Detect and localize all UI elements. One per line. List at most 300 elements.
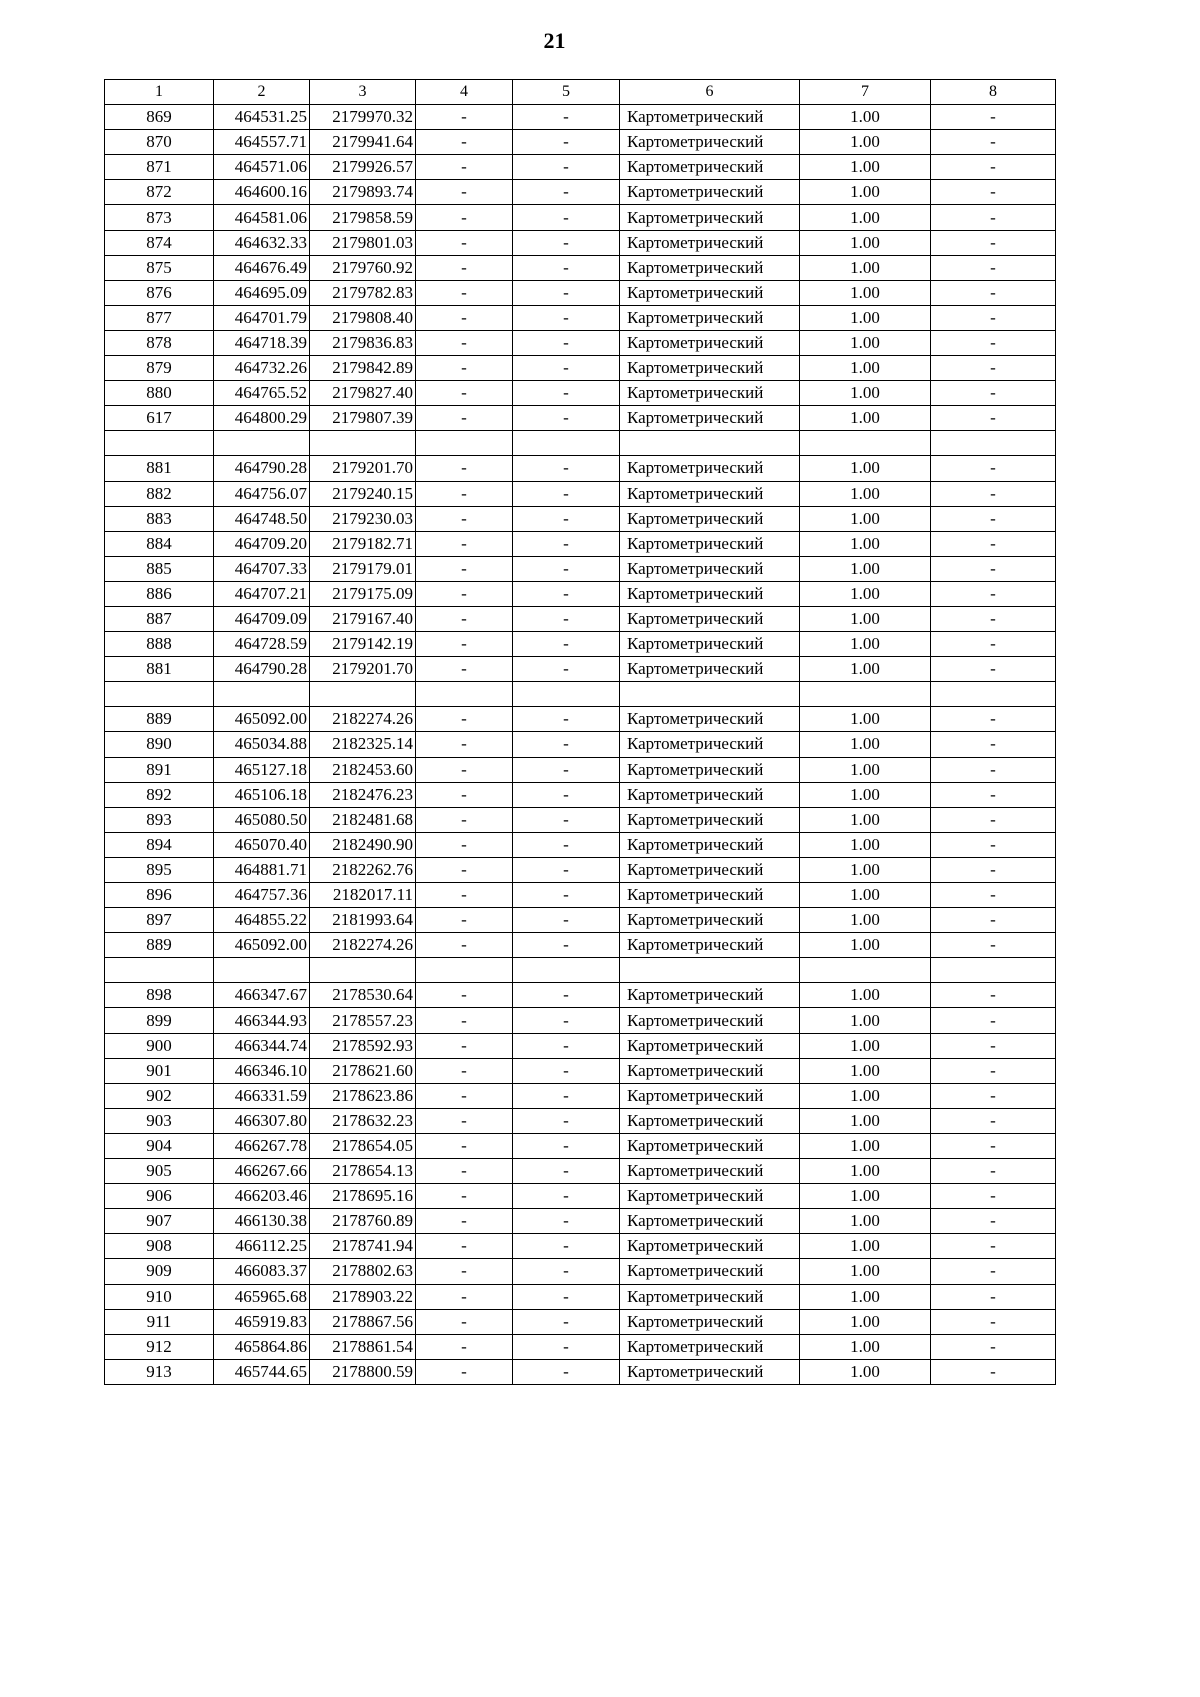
point-number-cell: 890 xyxy=(105,732,214,757)
method-cell: Картометрический xyxy=(620,657,800,682)
table-row xyxy=(105,933,1056,958)
method-cell: Картометрический xyxy=(620,406,800,431)
col-8-cell: - xyxy=(931,1058,1056,1083)
col-5-cell: - xyxy=(513,1159,620,1184)
col-5-cell: - xyxy=(513,581,620,606)
table-row xyxy=(105,908,1056,933)
method-cell xyxy=(620,431,800,456)
col-4-cell: - xyxy=(416,857,513,882)
table-row xyxy=(105,1309,1056,1334)
point-number-cell: 893 xyxy=(105,807,214,832)
point-number-cell: 911 xyxy=(105,1309,214,1334)
accuracy-cell xyxy=(800,958,931,983)
col-8-cell: - xyxy=(931,1309,1056,1334)
point-number-cell: 875 xyxy=(105,255,214,280)
x-coordinate-cell: 464707.33 xyxy=(214,556,310,581)
x-coordinate-cell: 464709.20 xyxy=(214,531,310,556)
y-coordinate-cell xyxy=(310,682,416,707)
col-5-cell: - xyxy=(513,732,620,757)
col-4-cell: - xyxy=(416,130,513,155)
x-coordinate-cell: 465106.18 xyxy=(214,782,310,807)
col-8-cell: - xyxy=(931,832,1056,857)
col-4-cell: - xyxy=(416,732,513,757)
col-8-cell: - xyxy=(931,1184,1056,1209)
col-5-cell: - xyxy=(513,1008,620,1033)
accuracy-cell: 1.00 xyxy=(800,1234,931,1259)
col-8-cell: - xyxy=(931,1159,1056,1184)
col-4-cell: - xyxy=(416,255,513,280)
point-number-cell: 885 xyxy=(105,556,214,581)
col-4-cell: - xyxy=(416,1133,513,1158)
method-cell: Картометрический xyxy=(620,305,800,330)
col-8-cell: - xyxy=(931,1133,1056,1158)
col-4-cell: - xyxy=(416,481,513,506)
col-4-cell: - xyxy=(416,983,513,1008)
y-coordinate-cell: 2178802.63 xyxy=(310,1259,416,1284)
x-coordinate-cell: 464701.79 xyxy=(214,305,310,330)
col-8-cell: - xyxy=(931,330,1056,355)
x-coordinate-cell: 464695.09 xyxy=(214,280,310,305)
x-coordinate-cell: 466267.78 xyxy=(214,1133,310,1158)
col-4-cell: - xyxy=(416,1108,513,1133)
point-number-cell: 876 xyxy=(105,280,214,305)
col-5-cell: - xyxy=(513,1108,620,1133)
col-8-cell: - xyxy=(931,707,1056,732)
point-number-cell: 892 xyxy=(105,782,214,807)
col-5-cell: - xyxy=(513,933,620,958)
col-4-cell: - xyxy=(416,280,513,305)
point-number-cell: 910 xyxy=(105,1284,214,1309)
table-row xyxy=(105,556,1056,581)
y-coordinate-cell: 2179201.70 xyxy=(310,657,416,682)
col-5-cell: - xyxy=(513,983,620,1008)
accuracy-cell: 1.00 xyxy=(800,606,931,631)
table-header-row xyxy=(105,80,1056,105)
col-5-cell: - xyxy=(513,481,620,506)
y-coordinate-cell: 2182017.11 xyxy=(310,883,416,908)
accuracy-cell: 1.00 xyxy=(800,506,931,531)
y-coordinate-cell: 2182274.26 xyxy=(310,707,416,732)
col-8-cell: - xyxy=(931,1334,1056,1359)
col-8-cell: - xyxy=(931,531,1056,556)
method-cell: Картометрический xyxy=(620,1309,800,1334)
col-5-cell: - xyxy=(513,255,620,280)
table-row xyxy=(105,707,1056,732)
accuracy-cell: 1.00 xyxy=(800,1334,931,1359)
table-row xyxy=(105,1259,1056,1284)
method-cell: Картометрический xyxy=(620,606,800,631)
x-coordinate-cell: 464756.07 xyxy=(214,481,310,506)
method-cell: Картометрический xyxy=(620,330,800,355)
column-header-4: 4 xyxy=(416,80,513,105)
point-number-cell: 896 xyxy=(105,883,214,908)
y-coordinate-cell: 2178867.56 xyxy=(310,1309,416,1334)
col-5-cell: - xyxy=(513,707,620,732)
method-cell: Картометрический xyxy=(620,908,800,933)
y-coordinate-cell: 2179970.32 xyxy=(310,105,416,130)
table-row xyxy=(105,481,1056,506)
col-8-cell: - xyxy=(931,933,1056,958)
column-header-1: 1 xyxy=(105,80,214,105)
col-5-cell: - xyxy=(513,1133,620,1158)
col-4-cell xyxy=(416,682,513,707)
table-row xyxy=(105,1159,1056,1184)
col-8-cell: - xyxy=(931,230,1056,255)
col-5-cell: - xyxy=(513,155,620,180)
point-number-cell: 881 xyxy=(105,456,214,481)
x-coordinate-cell: 464557.71 xyxy=(214,130,310,155)
table-row xyxy=(105,581,1056,606)
table-row xyxy=(105,531,1056,556)
table-row xyxy=(105,356,1056,381)
y-coordinate-cell: 2179142.19 xyxy=(310,632,416,657)
method-cell: Картометрический xyxy=(620,1108,800,1133)
col-4-cell: - xyxy=(416,657,513,682)
x-coordinate-cell: 464800.29 xyxy=(214,406,310,431)
col-5-cell: - xyxy=(513,632,620,657)
method-cell: Картометрический xyxy=(620,1284,800,1309)
y-coordinate-cell: 2178592.93 xyxy=(310,1033,416,1058)
method-cell: Картометрический xyxy=(620,782,800,807)
y-coordinate-cell: 2182262.76 xyxy=(310,857,416,882)
col-8-cell: - xyxy=(931,1359,1056,1384)
col-8-cell: - xyxy=(931,807,1056,832)
x-coordinate-cell: 465864.86 xyxy=(214,1334,310,1359)
col-5-cell: - xyxy=(513,1309,620,1334)
y-coordinate-cell: 2178861.54 xyxy=(310,1334,416,1359)
col-8-cell: - xyxy=(931,908,1056,933)
accuracy-cell: 1.00 xyxy=(800,807,931,832)
col-4-cell: - xyxy=(416,381,513,406)
point-number-cell: 898 xyxy=(105,983,214,1008)
y-coordinate-cell: 2179836.83 xyxy=(310,330,416,355)
col-8-cell: - xyxy=(931,883,1056,908)
point-number-cell xyxy=(105,431,214,456)
col-5-cell xyxy=(513,682,620,707)
point-number-cell: 900 xyxy=(105,1033,214,1058)
col-8-cell: - xyxy=(931,280,1056,305)
col-4-cell: - xyxy=(416,1083,513,1108)
y-coordinate-cell: 2179175.09 xyxy=(310,581,416,606)
point-number-cell: 872 xyxy=(105,180,214,205)
table-row xyxy=(105,807,1056,832)
col-8-cell xyxy=(931,431,1056,456)
point-number-cell: 879 xyxy=(105,356,214,381)
x-coordinate-cell: 465092.00 xyxy=(214,707,310,732)
table-row xyxy=(105,1284,1056,1309)
col-5-cell: - xyxy=(513,606,620,631)
x-coordinate-cell: 465919.83 xyxy=(214,1309,310,1334)
point-number-cell xyxy=(105,958,214,983)
table-row xyxy=(105,757,1056,782)
method-cell: Картометрический xyxy=(620,1359,800,1384)
table-row xyxy=(105,1359,1056,1384)
col-4-cell: - xyxy=(416,330,513,355)
method-cell xyxy=(620,958,800,983)
col-8-cell: - xyxy=(931,155,1056,180)
col-4-cell: - xyxy=(416,556,513,581)
col-5-cell: - xyxy=(513,857,620,882)
col-4-cell: - xyxy=(416,1259,513,1284)
point-number-cell: 880 xyxy=(105,381,214,406)
point-number-cell: 902 xyxy=(105,1083,214,1108)
x-coordinate-cell: 465034.88 xyxy=(214,732,310,757)
col-4-cell: - xyxy=(416,933,513,958)
col-4-cell: - xyxy=(416,506,513,531)
method-cell: Картометрический xyxy=(620,130,800,155)
y-coordinate-cell: 2178695.16 xyxy=(310,1184,416,1209)
y-coordinate-cell: 2178623.86 xyxy=(310,1083,416,1108)
col-4-cell: - xyxy=(416,1184,513,1209)
accuracy-cell: 1.00 xyxy=(800,1309,931,1334)
x-coordinate-cell: 464571.06 xyxy=(214,155,310,180)
method-cell: Картометрический xyxy=(620,1334,800,1359)
col-8-cell: - xyxy=(931,305,1056,330)
column-header-2: 2 xyxy=(214,80,310,105)
table-row xyxy=(105,782,1056,807)
y-coordinate-cell: 2178741.94 xyxy=(310,1234,416,1259)
accuracy-cell: 1.00 xyxy=(800,883,931,908)
col-8-cell xyxy=(931,682,1056,707)
y-coordinate-cell: 2178903.22 xyxy=(310,1284,416,1309)
method-cell: Картометрический xyxy=(620,280,800,305)
method-cell: Картометрический xyxy=(620,707,800,732)
accuracy-cell: 1.00 xyxy=(800,983,931,1008)
column-header-6: 6 xyxy=(620,80,800,105)
col-4-cell: - xyxy=(416,456,513,481)
col-8-cell: - xyxy=(931,983,1056,1008)
point-number-cell: 888 xyxy=(105,632,214,657)
col-4-cell xyxy=(416,431,513,456)
col-8-cell: - xyxy=(931,1083,1056,1108)
x-coordinate-cell: 464581.06 xyxy=(214,205,310,230)
accuracy-cell: 1.00 xyxy=(800,305,931,330)
col-5-cell: - xyxy=(513,782,620,807)
x-coordinate-cell: 464765.52 xyxy=(214,381,310,406)
table-row xyxy=(105,1133,1056,1158)
table-row xyxy=(105,105,1056,130)
col-8-cell: - xyxy=(931,180,1056,205)
point-number-cell: 894 xyxy=(105,832,214,857)
col-5-cell: - xyxy=(513,1184,620,1209)
col-5-cell: - xyxy=(513,230,620,255)
col-8-cell: - xyxy=(931,757,1056,782)
method-cell: Картометрический xyxy=(620,857,800,882)
col-8-cell: - xyxy=(931,205,1056,230)
col-8-cell: - xyxy=(931,782,1056,807)
accuracy-cell: 1.00 xyxy=(800,1184,931,1209)
table-row xyxy=(105,983,1056,1008)
col-5-cell: - xyxy=(513,205,620,230)
x-coordinate-cell: 464732.26 xyxy=(214,356,310,381)
method-cell: Картометрический xyxy=(620,205,800,230)
col-4-cell: - xyxy=(416,180,513,205)
method-cell: Картометрический xyxy=(620,1083,800,1108)
point-number-cell: 891 xyxy=(105,757,214,782)
accuracy-cell: 1.00 xyxy=(800,707,931,732)
x-coordinate-cell: 466083.37 xyxy=(214,1259,310,1284)
point-number-cell: 904 xyxy=(105,1133,214,1158)
col-8-cell: - xyxy=(931,1234,1056,1259)
col-5-cell: - xyxy=(513,657,620,682)
col-4-cell: - xyxy=(416,1033,513,1058)
x-coordinate-cell: 465092.00 xyxy=(214,933,310,958)
x-coordinate-cell: 465070.40 xyxy=(214,832,310,857)
accuracy-cell: 1.00 xyxy=(800,1259,931,1284)
method-cell: Картометрический xyxy=(620,1033,800,1058)
col-8-cell: - xyxy=(931,556,1056,581)
point-number-cell: 889 xyxy=(105,707,214,732)
x-coordinate-cell: 464676.49 xyxy=(214,255,310,280)
method-cell: Картометрический xyxy=(620,456,800,481)
col-4-cell: - xyxy=(416,205,513,230)
col-5-cell: - xyxy=(513,1284,620,1309)
x-coordinate-cell: 466267.66 xyxy=(214,1159,310,1184)
col-4-cell: - xyxy=(416,1309,513,1334)
col-4-cell: - xyxy=(416,406,513,431)
accuracy-cell: 1.00 xyxy=(800,381,931,406)
accuracy-cell: 1.00 xyxy=(800,657,931,682)
col-4-cell: - xyxy=(416,305,513,330)
method-cell: Картометрический xyxy=(620,556,800,581)
table-row xyxy=(105,305,1056,330)
x-coordinate-cell: 464707.21 xyxy=(214,581,310,606)
accuracy-cell: 1.00 xyxy=(800,1359,931,1384)
col-5-cell: - xyxy=(513,556,620,581)
point-number-cell: 887 xyxy=(105,606,214,631)
table-row xyxy=(105,406,1056,431)
x-coordinate-cell: 464881.71 xyxy=(214,857,310,882)
point-number-cell: 909 xyxy=(105,1259,214,1284)
method-cell: Картометрический xyxy=(620,807,800,832)
point-number-cell: 908 xyxy=(105,1234,214,1259)
table-row xyxy=(105,205,1056,230)
table-row xyxy=(105,1008,1056,1033)
accuracy-cell: 1.00 xyxy=(800,130,931,155)
accuracy-cell: 1.00 xyxy=(800,230,931,255)
column-header-7: 7 xyxy=(800,80,931,105)
y-coordinate-cell: 2179182.71 xyxy=(310,531,416,556)
x-coordinate-cell: 466112.25 xyxy=(214,1234,310,1259)
accuracy-cell: 1.00 xyxy=(800,632,931,657)
y-coordinate-cell: 2178760.89 xyxy=(310,1209,416,1234)
point-number-cell: 884 xyxy=(105,531,214,556)
y-coordinate-cell: 2182325.14 xyxy=(310,732,416,757)
col-4-cell: - xyxy=(416,105,513,130)
table-row xyxy=(105,506,1056,531)
col-8-cell: - xyxy=(931,1259,1056,1284)
table-row xyxy=(105,130,1056,155)
col-8-cell: - xyxy=(931,1284,1056,1309)
accuracy-cell xyxy=(800,431,931,456)
point-number-cell: 913 xyxy=(105,1359,214,1384)
col-5-cell xyxy=(513,431,620,456)
col-8-cell: - xyxy=(931,1033,1056,1058)
point-number-cell: 905 xyxy=(105,1159,214,1184)
accuracy-cell: 1.00 xyxy=(800,1008,931,1033)
col-5-cell: - xyxy=(513,1083,620,1108)
method-cell: Картометрический xyxy=(620,506,800,531)
x-coordinate-cell xyxy=(214,431,310,456)
method-cell: Картометрический xyxy=(620,1259,800,1284)
x-coordinate-cell xyxy=(214,682,310,707)
x-coordinate-cell: 465744.65 xyxy=(214,1359,310,1384)
accuracy-cell: 1.00 xyxy=(800,1033,931,1058)
point-number-cell: 899 xyxy=(105,1008,214,1033)
method-cell: Картометрический xyxy=(620,1159,800,1184)
x-coordinate-cell: 466347.67 xyxy=(214,983,310,1008)
point-number-cell: 871 xyxy=(105,155,214,180)
y-coordinate-cell: 2178800.59 xyxy=(310,1359,416,1384)
point-number-cell: 878 xyxy=(105,330,214,355)
point-number-cell: 897 xyxy=(105,908,214,933)
col-4-cell: - xyxy=(416,581,513,606)
col-4-cell: - xyxy=(416,908,513,933)
point-number-cell: 906 xyxy=(105,1184,214,1209)
accuracy-cell: 1.00 xyxy=(800,105,931,130)
table-row xyxy=(105,832,1056,857)
accuracy-cell: 1.00 xyxy=(800,180,931,205)
y-coordinate-cell: 2179842.89 xyxy=(310,356,416,381)
x-coordinate-cell: 464790.28 xyxy=(214,456,310,481)
x-coordinate-cell: 466307.80 xyxy=(214,1108,310,1133)
col-8-cell: - xyxy=(931,381,1056,406)
y-coordinate-cell: 2179893.74 xyxy=(310,180,416,205)
col-8-cell: - xyxy=(931,356,1056,381)
col-5-cell: - xyxy=(513,105,620,130)
accuracy-cell: 1.00 xyxy=(800,1108,931,1133)
method-cell: Картометрический xyxy=(620,481,800,506)
column-header-3: 3 xyxy=(310,80,416,105)
method-cell: Картометрический xyxy=(620,180,800,205)
col-4-cell: - xyxy=(416,1284,513,1309)
point-number-cell: 886 xyxy=(105,581,214,606)
table-row xyxy=(105,1209,1056,1234)
method-cell: Картометрический xyxy=(620,1133,800,1158)
y-coordinate-cell: 2179760.92 xyxy=(310,255,416,280)
col-8-cell: - xyxy=(931,506,1056,531)
accuracy-cell: 1.00 xyxy=(800,481,931,506)
column-header-5: 5 xyxy=(513,80,620,105)
x-coordinate-cell: 464709.09 xyxy=(214,606,310,631)
col-8-cell: - xyxy=(931,732,1056,757)
col-5-cell: - xyxy=(513,1033,620,1058)
col-4-cell: - xyxy=(416,807,513,832)
point-number-cell: 907 xyxy=(105,1209,214,1234)
method-cell: Картометрический xyxy=(620,1234,800,1259)
table-row xyxy=(105,255,1056,280)
coordinates-table xyxy=(104,79,1056,1385)
method-cell: Картометрический xyxy=(620,883,800,908)
col-5-cell: - xyxy=(513,807,620,832)
y-coordinate-cell: 2179808.40 xyxy=(310,305,416,330)
method-cell: Картометрический xyxy=(620,230,800,255)
separator-row xyxy=(105,431,1056,456)
col-8-cell: - xyxy=(931,606,1056,631)
col-8-cell: - xyxy=(931,130,1056,155)
table-row xyxy=(105,1334,1056,1359)
y-coordinate-cell: 2182476.23 xyxy=(310,782,416,807)
x-coordinate-cell: 465965.68 xyxy=(214,1284,310,1309)
col-5-cell xyxy=(513,958,620,983)
x-coordinate-cell xyxy=(214,958,310,983)
method-cell: Картометрический xyxy=(620,155,800,180)
accuracy-cell: 1.00 xyxy=(800,406,931,431)
method-cell xyxy=(620,682,800,707)
table-row xyxy=(105,1033,1056,1058)
y-coordinate-cell: 2178654.13 xyxy=(310,1159,416,1184)
accuracy-cell: 1.00 xyxy=(800,1083,931,1108)
